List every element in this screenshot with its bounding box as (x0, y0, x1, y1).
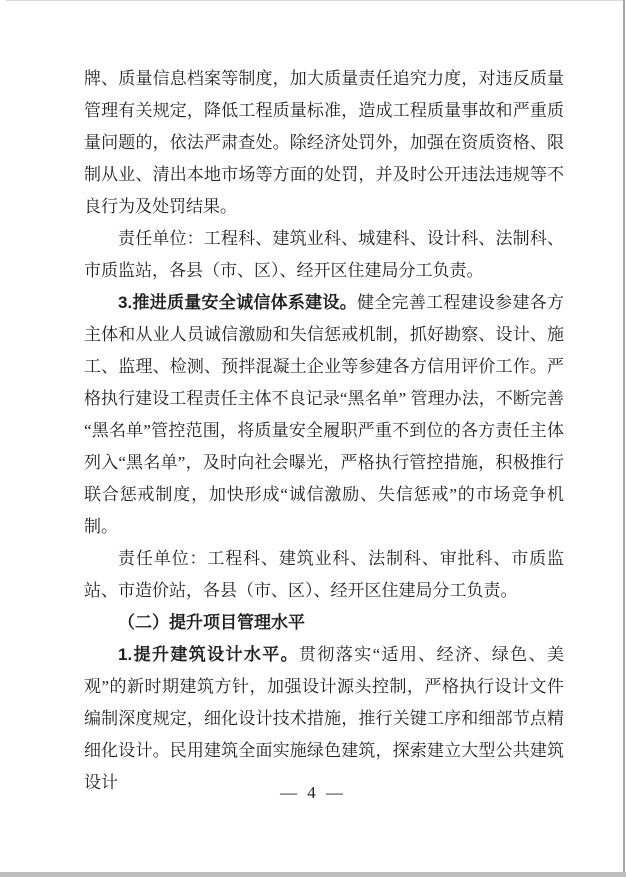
scan-edge-bottom (0, 872, 626, 877)
paragraph-responsible-units-1 (84, 223, 564, 287)
bold-run: 3.推进质量安全诚信体系建设。 (118, 293, 357, 312)
text-run: 责任单位：工程科、建筑业科、法制科、审批科、市质监站、市造价站，各县（市、区）、经开区住建局分工负责。 (84, 549, 564, 600)
page-footer (0, 783, 626, 803)
page-number: — 4 — (280, 783, 346, 802)
scan-edge-top (6, 0, 623, 1)
paragraph-quality-accountability (84, 63, 564, 223)
text-run: 牌、质量信息档案等制度，加大质量责任追究力度，对违反质量管理有关规定，降低工程质量标准，造成工程质量事故和严重质量问题的，依法严肃查处。除经济处罚外，加强在资质资格、限制从业、清出本地市场等方面的处罚，并及时公开违法违规等不良行为及处罚结果。 (84, 69, 564, 216)
heading-section-2-project-management (84, 607, 564, 639)
text-run: 贯彻落实“适用、经济、绿色、美观”的新时期建筑方针，加强设计源头控制，严格执行设计文件编制深度规定，细化设计技术措施，推行关键工序和细部节点精细化设计。民用建筑全面实施绿色建筑，探索建立大型公共建筑设计 (84, 645, 564, 792)
paragraph-responsible-units-2 (84, 543, 564, 607)
scan-edge-right (623, 0, 625, 877)
paragraph-item-1-design-level (84, 639, 564, 799)
bold-run: （二）提升项目管理水平 (118, 613, 305, 632)
text-run: 责任单位：工程科、建筑业科、城建科、设计科、法制科、市质监站，各县（市、区）、经开区住建局分工负责。 (84, 229, 564, 280)
paragraph-item-3-credit-system (84, 287, 564, 543)
document-body (84, 63, 564, 799)
bold-run: 1.提升建筑设计水平。 (118, 645, 300, 664)
text-run: 健全完善工程建设参建各方主体和从业人员诚信激励和失信惩戒机制，抓好勘察、设计、施工、监理、检测、预拌混凝土企业等参建各方信用评价工作。严格执行建设工程责任主体不良记录“黑名单” 管理办法，不断完善 “黑名单”管控范围，将质量安全履职严重不到位的各方责任主体列入“黑名单”，及时向社会曝光，严格执行管控措施，积极推行联合惩戒制度，加快形成“诚信激励、失信惩戒”的市场竞争机制。 (84, 293, 564, 536)
